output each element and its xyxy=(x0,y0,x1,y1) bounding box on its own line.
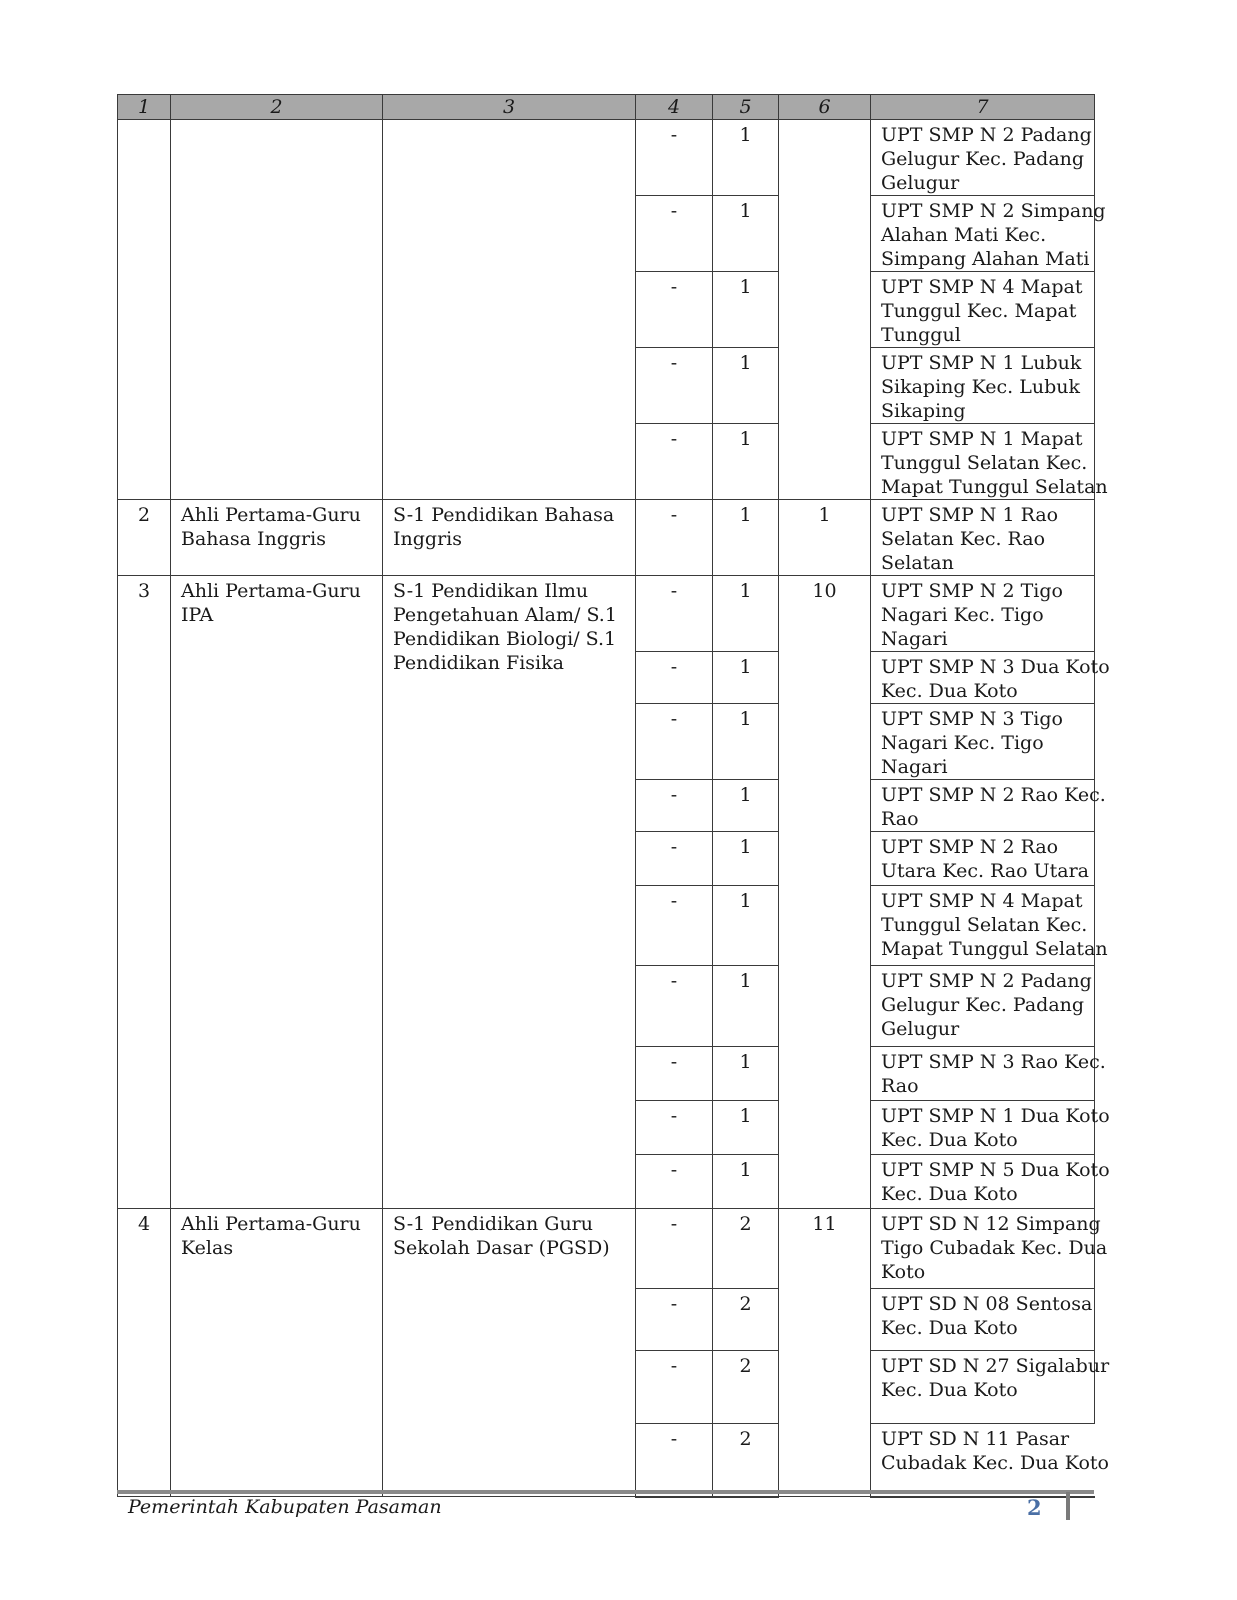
table-header-row xyxy=(118,95,1095,120)
cell-col5: 2 xyxy=(713,1209,779,1289)
col-header-4: 4 xyxy=(636,95,713,120)
cell-location: UPT SMP N 5 Dua Koto Kec. Dua Koto xyxy=(871,1155,1095,1209)
cell-location: UPT SD N 11 Pasar Cubadak Kec. Dua Koto xyxy=(871,1424,1095,1497)
cell-location: UPT SMP N 4 Mapat Tunggul Kec. Mapat Tunggul xyxy=(871,272,1095,348)
cell-col4: - xyxy=(636,120,713,196)
cell-col5: 1 xyxy=(713,1101,779,1155)
cell-col4: - xyxy=(636,780,713,832)
cell-position: Ahli Pertama-Guru Kelas xyxy=(171,1209,383,1497)
cell-col5: 1 xyxy=(713,196,779,272)
cell-location: UPT SMP N 2 Padang Gelugur Kec. Padang Gelugur xyxy=(871,120,1095,196)
col-header-6: 6 xyxy=(779,95,871,120)
cell-col4: - xyxy=(636,196,713,272)
cell-col5: 1 xyxy=(713,1155,779,1209)
cell-col4: - xyxy=(636,348,713,424)
cell-location: UPT SMP N 3 Dua Koto Kec. Dua Koto xyxy=(871,652,1095,704)
cell-col4: - xyxy=(636,886,713,966)
vacancy-table xyxy=(117,94,1110,1498)
cell-location: UPT SD N 08 Sentosa Kec. Dua Koto xyxy=(871,1289,1095,1351)
cell-location: UPT SMP N 3 Rao Kec. Rao xyxy=(871,1047,1095,1101)
cell-col4: - xyxy=(636,1209,713,1289)
footer-bar xyxy=(1066,1492,1070,1520)
cell-position: Ahli Pertama-Guru Bahasa Inggris xyxy=(171,500,383,576)
cell-location: UPT SMP N 1 Lubuk Sikaping Kec. Lubuk Sikaping xyxy=(871,348,1095,424)
cell-location: UPT SMP N 1 Dua Koto Kec. Dua Koto xyxy=(871,1101,1095,1155)
cell-location: UPT SMP N 1 Mapat Tunggul Selatan Kec. Mapat Tunggul Selatan xyxy=(871,424,1095,500)
cell-col4: - xyxy=(636,272,713,348)
cell-location: UPT SMP N 4 Mapat Tunggul Selatan Kec. Mapat Tunggul Selatan xyxy=(871,886,1095,966)
cell-position: Ahli Pertama-Guru IPA xyxy=(171,576,383,1209)
cell-no: 3 xyxy=(118,576,171,1209)
cell-col5: 1 xyxy=(713,704,779,780)
cell-location: UPT SD N 12 Simpang Tigo Cubadak Kec. Dua Koto xyxy=(871,1209,1095,1289)
col-header-1: 1 xyxy=(118,95,171,120)
footer-title: Pemerintah Kabupaten Pasaman xyxy=(128,1496,442,1518)
col-header-7: 7 xyxy=(871,95,1095,120)
cell-location: UPT SMP N 2 Tigo Nagari Kec. Tigo Nagari xyxy=(871,576,1095,652)
cell-col5: 1 xyxy=(713,886,779,966)
cell-col4: - xyxy=(636,1289,713,1351)
table-row xyxy=(118,576,1095,652)
cell-col4: - xyxy=(636,966,713,1047)
cell-col4: - xyxy=(636,1351,713,1424)
col-header-5: 5 xyxy=(713,95,779,120)
cell-col5: 1 xyxy=(713,348,779,424)
cell-col5: 1 xyxy=(713,832,779,886)
footer-rule xyxy=(117,1490,1094,1494)
cell-col5: 2 xyxy=(713,1351,779,1424)
cell-col5: 1 xyxy=(713,500,779,576)
cell-col4: - xyxy=(636,652,713,704)
cell-total: 1 xyxy=(779,500,871,576)
cell-col5: 1 xyxy=(713,652,779,704)
table-row xyxy=(118,1209,1095,1289)
cell-col5: 1 xyxy=(713,120,779,196)
cell-location: UPT SMP N 1 Rao Selatan Kec. Rao Selatan xyxy=(871,500,1095,576)
cell-col5: 1 xyxy=(713,780,779,832)
cell-position xyxy=(171,120,383,500)
cell-col5: 1 xyxy=(713,966,779,1047)
cell-total: 10 xyxy=(779,576,871,1209)
cell-col5: 2 xyxy=(713,1424,779,1497)
cell-location: UPT SMP N 2 Rao Kec. Rao xyxy=(871,780,1095,832)
col-header-3: 3 xyxy=(383,95,636,120)
cell-location: UPT SD N 27 Sigalabur Kec. Dua Koto xyxy=(871,1351,1095,1424)
cell-col5: 2 xyxy=(713,1289,779,1351)
cell-qualification: S-1 Pendidikan Bahasa Inggris xyxy=(383,500,636,576)
cell-col5: 1 xyxy=(713,424,779,500)
cell-col4: - xyxy=(636,1101,713,1155)
cell-no: 2 xyxy=(118,500,171,576)
cell-total: 11 xyxy=(779,1209,871,1497)
table-row xyxy=(118,500,1095,576)
cell-no xyxy=(118,120,171,500)
cell-location: UPT SMP N 3 Tigo Nagari Kec. Tigo Nagari xyxy=(871,704,1095,780)
cell-total xyxy=(779,120,871,500)
cell-col4: - xyxy=(636,832,713,886)
cell-no: 4 xyxy=(118,1209,171,1497)
cell-location: UPT SMP N 2 Padang Gelugur Kec. Padang Gelugur xyxy=(871,966,1095,1047)
cell-location: UPT SMP N 2 Rao Utara Kec. Rao Utara xyxy=(871,832,1095,886)
cell-col4: - xyxy=(636,424,713,500)
cell-qualification xyxy=(383,120,636,500)
page-number: 2 xyxy=(1027,1495,1042,1520)
col-header-2: 2 xyxy=(171,95,383,120)
cell-location: UPT SMP N 2 Simpang Alahan Mati Kec. Simpang Alahan Mati xyxy=(871,196,1095,272)
table-row xyxy=(118,120,1095,196)
cell-col4: - xyxy=(636,1155,713,1209)
cell-col4: - xyxy=(636,704,713,780)
cell-qualification: S-1 Pendidikan Ilmu Pengetahuan Alam/ S.1 Pendidikan Biologi/ S.1 Pendidikan Fisika xyxy=(383,576,636,1209)
cell-col5: 1 xyxy=(713,1047,779,1101)
cell-col4: - xyxy=(636,1047,713,1101)
cell-col4: - xyxy=(636,500,713,576)
cell-col5: 1 xyxy=(713,272,779,348)
cell-qualification: S-1 Pendidikan Guru Sekolah Dasar (PGSD) xyxy=(383,1209,636,1497)
cell-col4: - xyxy=(636,1424,713,1497)
cell-col5: 1 xyxy=(713,576,779,652)
cell-col4: - xyxy=(636,576,713,652)
